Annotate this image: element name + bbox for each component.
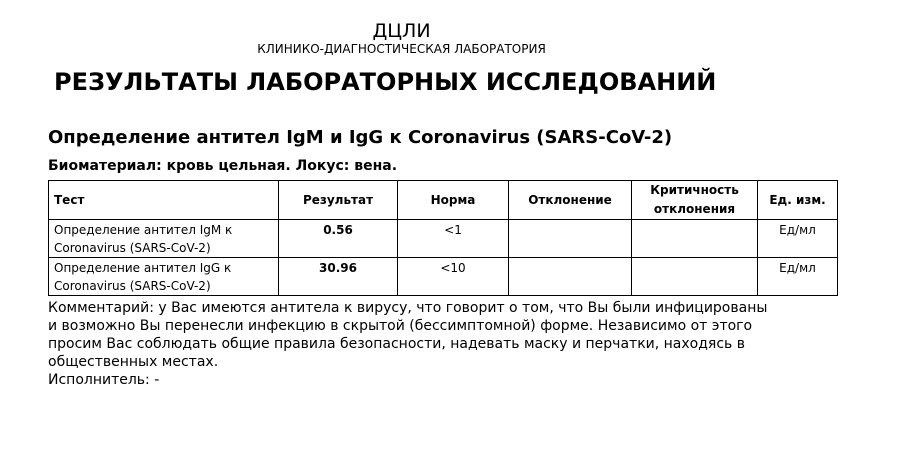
column-header-criticality-line2: отклонения xyxy=(653,202,736,216)
column-header-test: Тест xyxy=(49,181,279,220)
comment-line: и возможно Вы перенесли инфекцию в скрытой (бессимптомной) форме. Независимо от этого xyxy=(48,318,753,334)
organization-name: ДЦЛИ xyxy=(372,20,431,42)
cell-test-line1: Определение антител IgM к xyxy=(54,223,233,237)
table-row xyxy=(49,258,838,296)
table-header-row xyxy=(49,181,838,220)
page-title: РЕЗУЛЬТАТЫ ЛАБОРАТОРНЫХ ИССЛЕДОВАНИЙ xyxy=(54,68,717,96)
cell-criticality xyxy=(632,220,758,258)
section-title: Определение антител IgM и IgG к Coronavirus (SARS-CoV-2) xyxy=(48,127,673,148)
cell-unit: Ед/мл xyxy=(758,220,838,258)
cell-test xyxy=(49,220,279,258)
column-header-criticality-line1: Критичность xyxy=(650,183,739,197)
biomaterial-info: Биоматериал: кровь цельная. Локус: вена. xyxy=(48,158,398,174)
cell-test-line1: Определение антител IgG к xyxy=(54,261,232,275)
comment-line: Комментарий: у Вас имеются антитела к вирусу, что говорит о том, что Вы были инфицированы xyxy=(48,300,768,316)
cell-result: 0.56 xyxy=(279,220,398,258)
comment-line: просим Вас соблюдать общие правила безопасности, надевать маску и перчатки, находясь в xyxy=(48,336,745,352)
cell-deviation xyxy=(509,258,632,296)
cell-test-line2: Coronavirus (SARS-CoV-2) xyxy=(54,279,211,293)
executor-info: Исполнитель: - xyxy=(48,372,160,388)
table-row xyxy=(49,220,838,258)
cell-criticality xyxy=(632,258,758,296)
organization-subtitle: КЛИНИКО-ДИАГНОСТИЧЕСКАЯ ЛАБОРАТОРИЯ xyxy=(257,42,546,56)
column-header-unit: Ед. изм. xyxy=(758,181,838,220)
column-header-result: Результат xyxy=(279,181,398,220)
column-header-deviation: Отклонение xyxy=(509,181,632,220)
comment-line: общественных местах. xyxy=(48,354,219,370)
cell-norm: <1 xyxy=(398,220,509,258)
cell-unit: Ед/мл xyxy=(758,258,838,296)
cell-test-line2: Coronavirus (SARS-CoV-2) xyxy=(54,241,211,255)
comment-block xyxy=(48,299,768,371)
results-table xyxy=(48,180,838,296)
cell-test xyxy=(49,258,279,296)
column-header-criticality xyxy=(632,181,758,220)
column-header-norm: Норма xyxy=(398,181,509,220)
cell-norm: <10 xyxy=(398,258,509,296)
cell-deviation xyxy=(509,220,632,258)
cell-result: 30.96 xyxy=(279,258,398,296)
